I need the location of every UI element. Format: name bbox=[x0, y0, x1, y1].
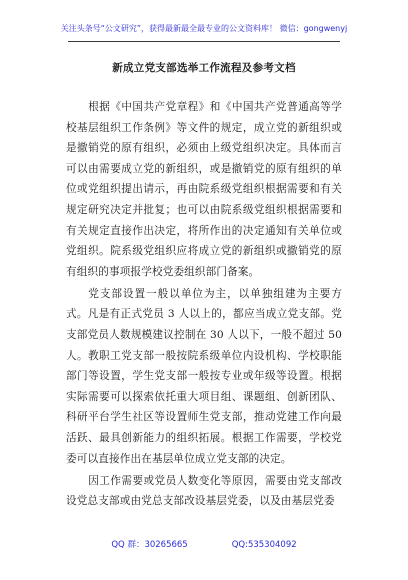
paragraph-2: 党支部设置一般以单位为主，以单独组建为主要方式。凡是有正式党员 3 人以上的，都应当成立党支部。党支部党员人数规模建议控制在 30 人以下，一般不超过 50 人。教职工党支部一般按院系级单位内设机构、学校职能部门等设置，学生党支部一般按专业或年级等设置。根据实际需要可以探索依托重大项目组、课题组、创新团队、科研平台学生社区等设置师生党支部，推动党建工作向最活跃、最具创新能力的组织拓展。根据工作需要，学校党委可以直接作出在基层单位成立党支部的决定。 bbox=[66, 287, 342, 465]
footer-contact bbox=[0, 540, 408, 551]
document-title: 新成立党支部选举工作流程及参考文档 bbox=[112, 62, 296, 74]
header-divider bbox=[68, 41, 340, 42]
paragraph-1: 根据《中国共产党章程》和《中国共产党普通高等学校基层组织工作条例》等文件的规定，成立党的新组织或是撤销党的原有组织，必须由上级党组织决定。具体而言可以由需要成立党的新组织，或是撤销党的原有组织的单位或党组织提出请示，再由院系级党组织根据需要和有关规定研究决定并批复；也可以由院系级党组织根据需要和有关规定直接作出决定，将所作出的决定通知有关单位或党组织。院系级党组织应将成立党的新组织或撤销党的原有组织的事项报学校党委组织部门备案。 bbox=[66, 101, 342, 278]
paragraph-3: 因工作需要或党员人数变化等原因，需要由党支部改设党总支部或由党总支部改设基层党委，以及由基层党委 bbox=[66, 474, 342, 508]
document-body bbox=[66, 97, 342, 513]
footer-qq: QQ:535304092 bbox=[231, 540, 297, 550]
header-banner: 关注头条号“公文研究”，获得最新最全最专业的公文资料库！ 微信：gongwenyj bbox=[60, 24, 348, 33]
footer-qq-group: QQ 群：30265665 bbox=[111, 540, 188, 550]
